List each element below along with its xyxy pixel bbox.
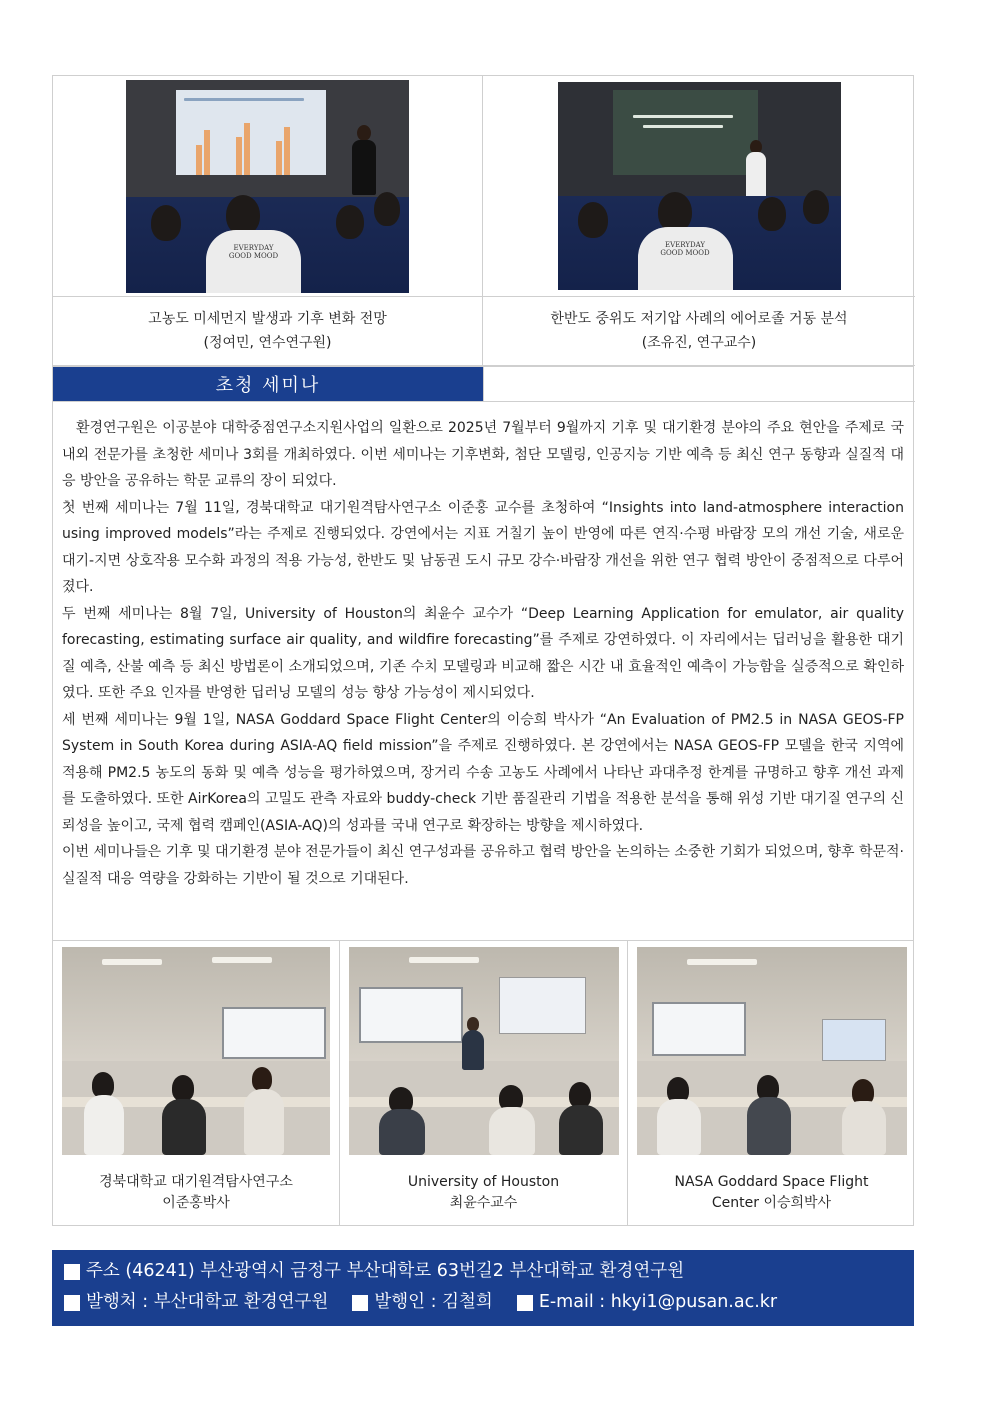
bottom-photo-caption-1: 경북대학교 대기원격탐사연구소 이준홍박사 — [99, 1174, 293, 1211]
projection-screen — [822, 1019, 886, 1061]
bottom-photo-cell-2 — [340, 941, 628, 1225]
bottom-photo-caption-2: University of Houston 최윤수교수 — [407, 1174, 560, 1211]
presentation-screen — [613, 90, 758, 175]
lecture-photo-2 — [349, 947, 619, 1155]
footer-email[interactable]: E-mail : hkyi1@pusan.ac.kr — [538, 1292, 778, 1312]
seminar-photo-1 — [126, 80, 409, 293]
square-bullet-icon — [517, 1295, 533, 1311]
footer-issuer: 발행인 : 김철희 — [374, 1292, 493, 1312]
top-photo-cell-2 — [483, 76, 915, 366]
bottom-photo-caption-3: NASA Goddard Space Flight Center 이승희박사 — [674, 1174, 869, 1211]
paragraph-seminar-1: 첫 번째 세미나는 7월 11일, 경북대학교 대기원격탐사연구소 이준홍 교수를 초청하여 “Insights into land-atmosphere interaction using improved models”라는 주제로 진행되었다. 강연에서는 지표 거칠기 높이 반영에 따른 연직·수평 바람장 모의 개선 기술, 새로운 대기-지면 상호작용 모수화 과정의 적용 가능성, 한반도 및 남동권 도시 규모 강수·바람장 개선을 위한 연구 협력 방안이 중점적으로 다루어졌다. — [62, 499, 904, 595]
presentation-screen — [176, 90, 326, 175]
section-title-row — [52, 367, 914, 402]
footer-banner — [52, 1250, 914, 1326]
audience-member: EVERYDAY GOOD MOOD — [206, 230, 301, 293]
paragraph-conclusion: 이번 세미나들은 기후 및 대기환경 분야 전문가들이 최신 연구성과를 공유하고 협력 방안을 논의하는 소중한 기회가 되었으며, 향후 학문적·실질적 대응 역량을 강화하는 기반이 될 것으로 기대된다. — [62, 844, 904, 887]
square-bullet-icon — [352, 1295, 368, 1311]
paragraph-seminar-2: 두 번째 세미나는 8월 7일, University of Houston의 최윤수 교수가 “Deep Learning Application for emulator, air quality forecasting, estimating surface air quality, and wildfire forecasting”를 주제로 강연하였다. 이 자리에서는 딥러닝을 활용한 대기질 예측, 산불 예측 등 최신 방법론이 소개되었으며, 기존 수치 모델링과 비교해 짧은 시간 내 효율적인 예측이 가능함을 실증적으로 확인하였다. 또한 주요 인자를 반영한 딥러닝 모델의 성능 향상 가능성이 제시되었다. — [62, 605, 904, 701]
footer-address-line — [64, 1256, 902, 1287]
lecture-photo-3 — [637, 947, 907, 1155]
square-bullet-icon — [64, 1295, 80, 1311]
top-photo-caption-1: 고농도 미세먼지 발생과 기후 변화 전망 (정여민, 연수연구원) — [53, 297, 482, 366]
footer-address: 주소 (46241) 부산광역시 금정구 부산대학로 63번길2 부산대학교 환경연구원 — [86, 1261, 685, 1281]
article-body — [52, 402, 914, 941]
square-bullet-icon — [64, 1264, 80, 1280]
newsletter-page — [52, 75, 914, 1226]
bottom-photo-cell-1 — [53, 941, 340, 1225]
paragraph-intro: 환경연구원은 이공분야 대학중점연구소지원사업의 일환으로 2025년 7월부터 9월까지 기후 및 대기환경 분야의 주요 현안을 주제로 국내외 전문가를 초청한 세미나 3회를 개최하였다. 이번 세미나는 기후변화, 첨단 모델링, 인공지능 기반 예측 등 최신 연구 동향과 실질적 대응 방안을 공유하는 학문 교류의 장이 되었다. — [62, 420, 904, 489]
seminar-photo-2 — [558, 82, 841, 290]
paragraph-seminar-3: 세 번째 세미나는 9월 1일, NASA Goddard Space Flight Center의 이승희 박사가 “An Evaluation of PM2.5 in NASA GEOS-FP System in South Korea during ASIA-AQ field mission”을 주제로 진행하였다. 본 강연에서는 NASA GEOS-FP 모델을 한국 지역에 적용해 PM2.5 농도의 동화 및 예측 성능을 평가하였으며, 장거리 수송 고농도 사례에서 나타난 과대추정 한계를 규명하고 향후 개선 과제를 도출하였다. 또한 AirKorea의 고밀도 관측 자료와 buddy-check 기반 품질관리 기법을 적용한 분석을 통해 위성 기반 대기질 연구의 신뢰성을 높이고, 국제 협력 캠페인(ASIA-AQ)의 성과를 국내 연구로 확장하는 방향을 제시하였다. — [62, 711, 904, 834]
bottom-photo-cell-3 — [628, 941, 915, 1225]
lecturer — [467, 1017, 479, 1031]
top-photo-caption-2: 한반도 중위도 저기압 사례의 에어로졸 거동 분석 (조유진, 연구교수) — [483, 297, 915, 366]
projection-screen — [499, 977, 586, 1034]
presenter — [357, 125, 371, 141]
footer-info-line — [64, 1287, 902, 1318]
audience-member: EVERYDAY GOOD MOOD — [638, 227, 733, 290]
top-photo-grid — [52, 75, 914, 367]
bottom-photo-grid — [52, 941, 914, 1226]
whiteboard — [222, 1007, 326, 1059]
top-photo-cell-1 — [53, 76, 483, 366]
footer-publisher: 발행처 : 부산대학교 환경연구원 — [86, 1292, 329, 1312]
lecture-photo-1 — [62, 947, 330, 1155]
section-title: 초청 세미나 — [53, 367, 483, 402]
